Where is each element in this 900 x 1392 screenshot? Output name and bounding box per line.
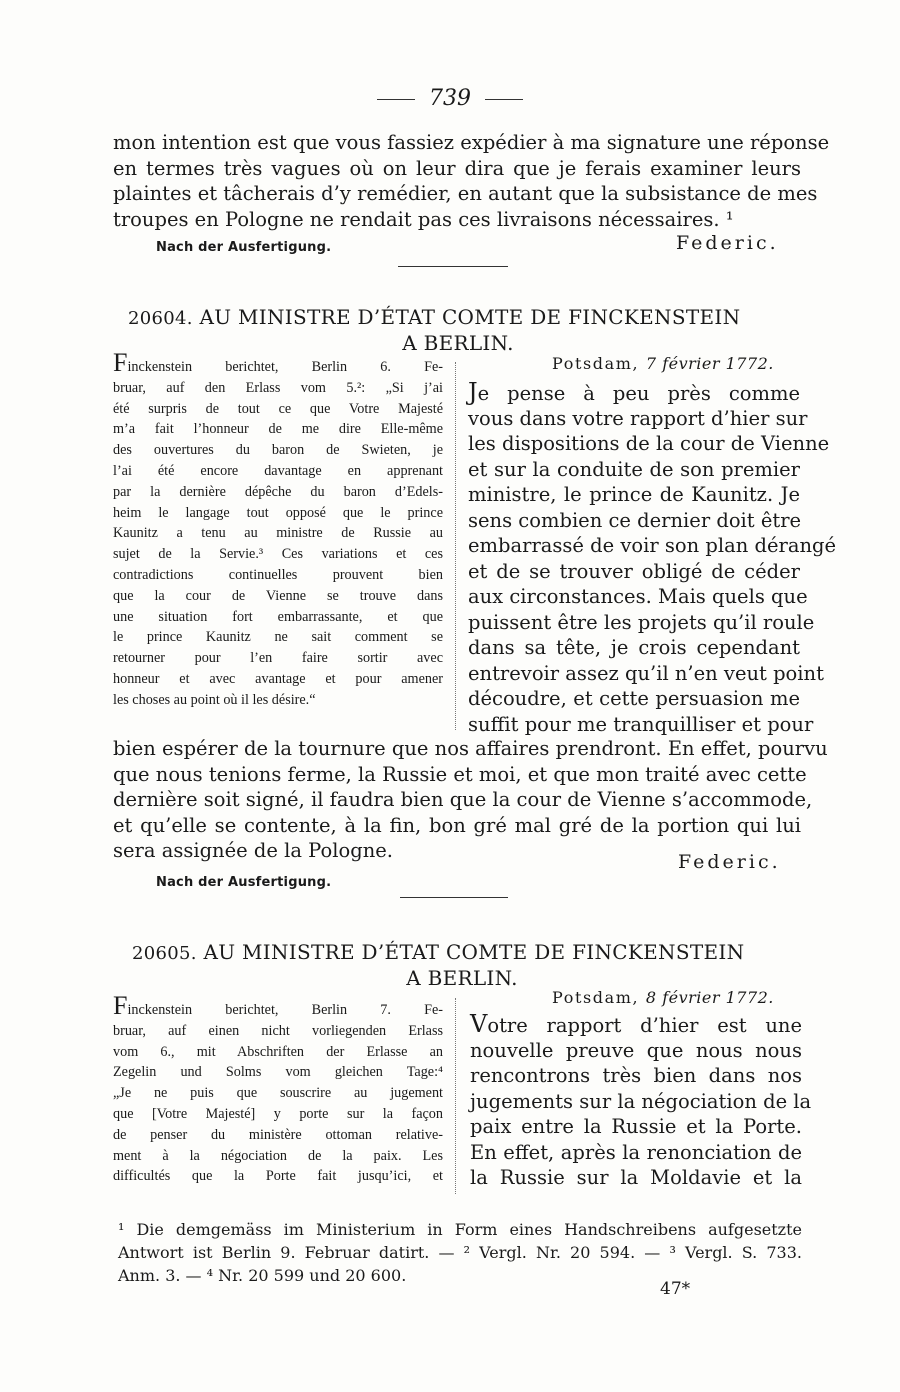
- summary-line: l’ai été encore davantage en apprenant: [113, 462, 443, 479]
- drop-cap: V: [470, 1010, 488, 1038]
- body-line: suffit pour me tranquilliser et pour: [468, 712, 814, 736]
- summary-line: que la cour de Vienne se trouve dans: [113, 587, 443, 604]
- footnote-line: ¹ Die demgemäss im Ministerium in Form eines Handschreibens aufgesetzte: [118, 1220, 802, 1239]
- summary-line: Zegelin und Solms vom gleichen Tage:⁴: [113, 1064, 443, 1081]
- summary-line: ment à la négociation de la paix. Les: [113, 1147, 443, 1164]
- summary-line: de penser du ministère ottoman relative-: [113, 1126, 443, 1143]
- summary-line: que [Votre Majesté] y porte sur la façon: [113, 1105, 443, 1122]
- letter-20604-heading: [128, 305, 788, 355]
- drop-cap: J: [468, 378, 478, 406]
- drop-cap: F: [113, 991, 128, 1020]
- summary-line: bruar, auf einen nicht vorliegenden Erlass: [113, 1022, 443, 1039]
- body-line: dans sa tête, je crois cependant: [468, 636, 800, 659]
- letter-20605-summary: [113, 991, 443, 1187]
- body-line: embarrassé de voir son plan dérangé: [468, 534, 837, 557]
- body-line: En effet, après la renonciation de: [470, 1140, 802, 1164]
- body-line: et sur la conduite de son premier: [468, 457, 800, 481]
- body-line: la Russie sur la Moldavie et la: [470, 1166, 802, 1189]
- summary-line: des ouvertures du baron de Swieten, je: [113, 442, 443, 459]
- summary-line: bruar, auf den Erlass vom 5.²: „Si j’ai: [113, 379, 443, 396]
- footnotes: [118, 1218, 802, 1287]
- page-number: 739: [0, 86, 900, 111]
- sheet-signature-mark: 47*: [660, 1279, 691, 1299]
- footnote-line: Anm. 3. — ⁴ Nr. 20 599 und 20 600.: [118, 1266, 407, 1285]
- drop-cap: F: [113, 348, 128, 377]
- body-line: aux circonstances. Mais quels que: [468, 585, 808, 608]
- intro-line: en termes très vagues où on leur dira que je ferais examiner leurs: [113, 156, 801, 180]
- intro-line: troupes en Pologne ne rendait pas ces livraisons nécessaires. ¹: [113, 207, 734, 231]
- intro-line: plaintes et tâcherais d’y remédier, en autant que la subsistance de mes: [113, 182, 818, 205]
- body-line: sera assignée de la Pologne.: [113, 839, 393, 862]
- letter-title: AU MINISTRE D’ÉTAT COMTE DE FINCKENSTEIN: [199, 305, 741, 329]
- summary-line: „Je ne puis que souscrire au jugement: [113, 1085, 443, 1102]
- summary-line: retourner pour l’en faire sortir avec: [113, 650, 443, 667]
- summary-line: difficultés que la Porte fait jusqu’ici, et: [113, 1168, 443, 1185]
- column-separator: [455, 362, 456, 730]
- body-line: Je pense à peu près comme: [468, 378, 800, 406]
- letter-20604-continuation: [113, 736, 828, 864]
- summary-line: heim le langage tout opposé que le prince: [113, 504, 443, 521]
- summary-line: Finckenstein berichtet, Berlin 6. Fe-: [113, 348, 443, 377]
- summary-line: les choses au point où il les désire.“: [113, 691, 316, 708]
- body-line: bien espérer de la tournure que nos affaires prendront. En effet, pourvu: [113, 737, 828, 760]
- body-line: les dispositions de la cour de Vienne: [468, 432, 830, 455]
- letter-20604-signature: Federic.: [678, 851, 781, 873]
- body-line: entrevoir assez qu’il n’en veut point: [468, 661, 824, 685]
- intro-signature: Federic.: [676, 232, 779, 254]
- letter-20604-summary: [113, 348, 443, 711]
- summary-line: par la dernière dépêche du baron d’Edels-: [113, 483, 443, 500]
- body-line: dernière soit signé, il faudra bien que la cour de Vienne s’accommode,: [113, 788, 813, 811]
- summary-line: le prince Kaunitz ne sait comment se: [113, 629, 443, 646]
- summary-line: sujet de la Servie.³ Ces variations et ces: [113, 546, 443, 563]
- page-number-dash-left: [377, 99, 415, 100]
- body-line: vous dans votre rapport d’hier sur: [468, 406, 808, 430]
- summary-line: été surpris de tout ce que Votre Majesté: [113, 400, 443, 417]
- letter-title: AU MINISTRE D’ÉTAT COMTE DE FINCKENSTEIN: [203, 940, 745, 964]
- body-line: paix entre la Russie et la Porte.: [470, 1115, 802, 1138]
- body-line: nouvelle preuve que nous nous: [470, 1038, 802, 1062]
- body-line: et qu’elle se contente, à la fin, bon gré mal gré de la portion qui lui: [113, 813, 801, 837]
- footnote-line: Antwort ist Berlin 9. Februar datirt. — ² Vergl. Nr. 20 594. — ³ Vergl. S. 733.: [118, 1243, 802, 1262]
- letter-number: 20604.: [128, 308, 193, 329]
- summary-line: Finckenstein berichtet, Berlin 7. Fe-: [113, 991, 443, 1020]
- body-line: sens combien ce dernier doit être: [468, 508, 802, 532]
- letter-20605-body: [470, 1010, 812, 1191]
- body-line: que nous tenions ferme, la Russie et moi, et que mon traité avec cette: [113, 762, 807, 786]
- section-divider: [398, 266, 508, 267]
- intro-line: mon intention est que vous fassiez expédier à ma signature une réponse: [113, 131, 830, 154]
- summary-line: m’a fait l’honneur de me dire Elle-même: [113, 421, 443, 438]
- body-line: jugements sur la négociation de la: [470, 1089, 812, 1113]
- letter-title-place: A BERLIN.: [406, 966, 518, 990]
- body-line: puissent être les projets qu’il roule: [468, 610, 815, 634]
- letter-20604-dateline: Potsdam, 7 février 1772.: [552, 354, 774, 373]
- summary-line: vom 6., mit Abschriften der Erlasse an: [113, 1043, 443, 1060]
- letter-title-place: A BERLIN.: [402, 331, 514, 355]
- column-separator: [455, 998, 456, 1194]
- summary-line: honneur et avec avantage et pour amener: [113, 670, 443, 687]
- page-number-dash-right: [485, 99, 523, 100]
- letter-20605-dateline: Potsdam, 8 février 1772.: [552, 988, 774, 1007]
- body-line: découdre, et cette persuasion me: [468, 687, 800, 710]
- summary-line: contradictions continuelles prouvent bien: [113, 566, 443, 583]
- letter-20604-body: [468, 378, 837, 737]
- summary-line: Kaunitz a tenu au ministre de Russie au: [113, 525, 443, 542]
- intro-paragraph: [113, 130, 830, 232]
- intro-source-note: Nach der Ausfertigung.: [156, 240, 332, 255]
- body-line: rencontrons très bien dans nos: [470, 1064, 802, 1087]
- body-line: et de se trouver obligé de céder: [468, 559, 800, 583]
- letter-20605-heading: [132, 940, 792, 990]
- body-line: ministre, le prince de Kaunitz. Je: [468, 483, 800, 506]
- summary-line: une situation fort embarrassante, et que: [113, 608, 443, 625]
- body-line: Votre rapport d’hier est une: [470, 1010, 802, 1038]
- section-divider: [400, 897, 508, 898]
- letter-20604-source-note: Nach der Ausfertigung.: [156, 875, 332, 890]
- letter-number: 20605.: [132, 943, 197, 964]
